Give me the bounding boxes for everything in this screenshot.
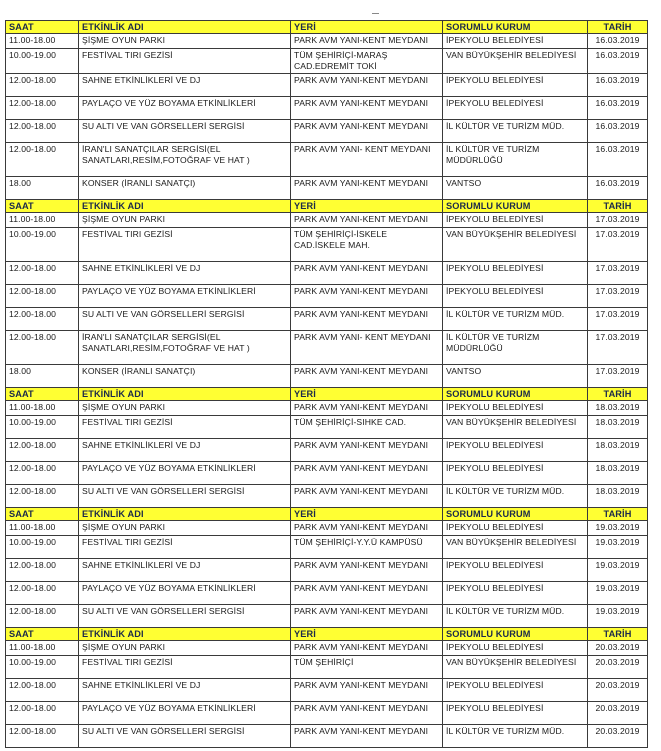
cell-yeri: PARK AVM YANI-KENT MEYDANI [291,34,443,49]
cell-yeri: PARK AVM YANI-KENT MEYDANI [291,485,443,508]
column-header-kurum: SORUMLU KURUM [443,628,588,641]
cell-saat: 10.00-19.00 [6,416,79,439]
column-header-etkinlik: ETKİNLİK ADI [79,21,291,34]
cell-kurum: VANTSO [443,177,588,200]
cell-kurum: İL KÜLTÜR VE TURİZM MÜDÜRLÜĞÜ [443,143,588,177]
cell-tarih: 20.03.2019 [588,702,648,725]
cell-kurum: İPEKYOLU BELEDİYESİ [443,285,588,308]
cell-etkinlik: PAYLAÇO VE YÜZ BOYAMA ETKİNLİKLERİ [79,285,291,308]
table-row [6,213,648,228]
cell-saat: 10.00-19.00 [6,228,79,262]
table-row [6,605,648,628]
cell-yeri: PARK AVM YANI-KENT MEYDANI [291,177,443,200]
cell-tarih: 18.03.2019 [588,401,648,416]
cell-yeri: PARK AVM YANI-KENT MEYDANI [291,559,443,582]
cell-etkinlik: FESTİVAL TIRI GEZİSİ [79,536,291,559]
cell-etkinlik: PAYLAÇO VE YÜZ BOYAMA ETKİNLİKLERİ [79,97,291,120]
cell-tarih: 20.03.2019 [588,725,648,748]
cell-yeri: PARK AVM YANI-KENT MEYDANI [291,308,443,331]
column-header-kurum: SORUMLU KURUM [443,200,588,213]
table-row [6,228,648,262]
cell-tarih: 17.03.2019 [588,308,648,331]
cell-etkinlik: İRAN'LI SANATÇILAR SERGİSİ(EL SANATLARI,RESİM,FOTOĞRAF VE HAT ) [79,143,291,177]
cell-yeri: PARK AVM YANI-KENT MEYDANI [291,605,443,628]
cell-yeri: TÜM ŞEHİRİÇİ-Y.Y.Ü KAMPÜSÜ [291,536,443,559]
column-header-saat: SAAT [6,21,79,34]
column-header-saat: SAAT [6,508,79,521]
cell-etkinlik: SAHNE ETKİNLİKLERİ VE DJ [79,74,291,97]
cell-tarih: 17.03.2019 [588,213,648,228]
cell-yeri: PARK AVM YANI-KENT MEYDANI [291,74,443,97]
cell-yeri: PARK AVM YANI-KENT MEYDANI [291,641,443,656]
cell-yeri: PARK AVM YANI-KENT MEYDANI [291,462,443,485]
cell-etkinlik: FESTİVAL TIRI GEZİSİ [79,228,291,262]
cell-tarih: 20.03.2019 [588,656,648,679]
column-header-yeri: YERİ [291,628,443,641]
table-row [6,365,648,388]
cell-kurum: İPEKYOLU BELEDİYESİ [443,582,588,605]
table-row [6,177,648,200]
cell-tarih: 16.03.2019 [588,120,648,143]
table-row [6,74,648,97]
cell-saat: 11.00-18.00 [6,34,79,49]
cell-etkinlik: FESTİVAL TIRI GEZİSİ [79,416,291,439]
cell-saat: 12.00-18.00 [6,285,79,308]
cell-etkinlik: ŞİŞME OYUN PARKI [79,521,291,536]
cell-saat: 11.00-18.00 [6,401,79,416]
table-row [6,34,648,49]
cell-etkinlik: SAHNE ETKİNLİKLERİ VE DJ [79,679,291,702]
cell-yeri: TÜM ŞEHİRİÇİ [291,656,443,679]
cell-kurum: VAN BÜYÜKŞEHİR BELEDİYESİ [443,656,588,679]
cell-tarih: 19.03.2019 [588,521,648,536]
table-row [6,462,648,485]
cell-tarih: 18.03.2019 [588,416,648,439]
cell-etkinlik: SU ALTI VE VAN GÖRSELLERİ SERGİSİ [79,605,291,628]
cell-saat: 12.00-18.00 [6,97,79,120]
column-header-tarih: TARİH [588,508,648,521]
section-header-row [6,508,648,521]
cell-saat: 12.00-18.00 [6,702,79,725]
cell-tarih: 17.03.2019 [588,262,648,285]
cell-saat: 12.00-18.00 [6,308,79,331]
column-header-etkinlik: ETKİNLİK ADI [79,200,291,213]
table-row [6,559,648,582]
cell-saat: 10.00-19.00 [6,49,79,74]
cell-saat: 12.00-18.00 [6,143,79,177]
cell-etkinlik: ŞİŞME OYUN PARKI [79,213,291,228]
cell-yeri: PARK AVM YANI-KENT MEYDANI [291,97,443,120]
cell-tarih: 17.03.2019 [588,331,648,365]
column-header-tarih: TARİH [588,200,648,213]
cell-etkinlik: İRAN'LI SANATÇILAR SERGİSİ(EL SANATLARI,RESİM,FOTOĞRAF VE HAT ) [79,331,291,365]
column-header-saat: SAAT [6,628,79,641]
cell-kurum: İPEKYOLU BELEDİYESİ [443,213,588,228]
column-header-kurum: SORUMLU KURUM [443,21,588,34]
cell-etkinlik: ŞİŞME OYUN PARKI [79,34,291,49]
cell-tarih: 16.03.2019 [588,143,648,177]
column-header-yeri: YERİ [291,200,443,213]
cell-tarih: 18.03.2019 [588,485,648,508]
cell-kurum: İPEKYOLU BELEDİYESİ [443,462,588,485]
table-row [6,285,648,308]
cell-saat: 11.00-18.00 [6,213,79,228]
column-header-etkinlik: ETKİNLİK ADI [79,508,291,521]
table-row [6,49,648,74]
cell-tarih: 17.03.2019 [588,365,648,388]
cell-etkinlik: ŞİŞME OYUN PARKI [79,641,291,656]
section-header-row [6,21,648,34]
cell-saat: 11.00-18.00 [6,521,79,536]
cell-kurum: İPEKYOLU BELEDİYESİ [443,702,588,725]
cell-etkinlik: SAHNE ETKİNLİKLERİ VE DJ [79,559,291,582]
cell-kurum: İPEKYOLU BELEDİYESİ [443,439,588,462]
cell-tarih: 16.03.2019 [588,97,648,120]
cell-yeri: PARK AVM YANI-KENT MEYDANI [291,120,443,143]
column-header-yeri: YERİ [291,21,443,34]
cell-tarih: 17.03.2019 [588,228,648,262]
column-header-etkinlik: ETKİNLİK ADI [79,628,291,641]
column-header-yeri: YERİ [291,388,443,401]
table-row [6,143,648,177]
cell-kurum: VANTSO [443,365,588,388]
cell-etkinlik: PAYLAÇO VE YÜZ BOYAMA ETKİNLİKLERİ [79,702,291,725]
cell-kurum: İPEKYOLU BELEDİYESİ [443,74,588,97]
table-row [6,702,648,725]
cell-saat: 12.00-18.00 [6,331,79,365]
table-row [6,656,648,679]
cell-etkinlik: FESTİVAL TIRI GEZİSİ [79,49,291,74]
column-header-etkinlik: ETKİNLİK ADI [79,388,291,401]
column-header-kurum: SORUMLU KURUM [443,388,588,401]
table-row [6,641,648,656]
cell-etkinlik: PAYLAÇO VE YÜZ BOYAMA ETKİNLİKLERİ [79,582,291,605]
cell-saat: 12.00-18.00 [6,559,79,582]
cell-tarih: 17.03.2019 [588,285,648,308]
cell-tarih: 18.03.2019 [588,439,648,462]
column-header-saat: SAAT [6,388,79,401]
cell-yeri: TÜM ŞEHİRİÇİ-MARAŞ CAD.EDREMİT TOKİ [291,49,443,74]
cell-kurum: İPEKYOLU BELEDİYESİ [443,641,588,656]
cell-yeri: PARK AVM YANI-KENT MEYDANI [291,521,443,536]
cell-yeri: TÜM ŞEHİRİÇİ-SIHKE CAD. [291,416,443,439]
column-header-tarih: TARİH [588,628,648,641]
cell-saat: 12.00-18.00 [6,120,79,143]
cell-tarih: 19.03.2019 [588,536,648,559]
cell-tarih: 16.03.2019 [588,177,648,200]
table-row [6,120,648,143]
table-row [6,536,648,559]
event-schedule-table [5,20,648,748]
cell-saat: 12.00-18.00 [6,605,79,628]
cell-yeri: PARK AVM YANI-KENT MEYDANI [291,725,443,748]
cell-saat: 10.00-19.00 [6,656,79,679]
table-row [6,331,648,365]
cell-saat: 12.00-18.00 [6,462,79,485]
column-header-saat: SAAT [6,200,79,213]
table-row [6,308,648,331]
cell-kurum: İL KÜLTÜR VE TURİZM MÜD. [443,605,588,628]
table-row [6,725,648,748]
column-header-tarih: TARİH [588,388,648,401]
cell-saat: 18.00 [6,365,79,388]
cell-etkinlik: KONSER (İRANLI SANATÇI) [79,365,291,388]
table-row [6,262,648,285]
cell-saat: 12.00-18.00 [6,485,79,508]
cell-kurum: İL KÜLTÜR VE TURİZM MÜD. [443,308,588,331]
cell-yeri: PARK AVM YANI-KENT MEYDANI [291,401,443,416]
cell-saat: 18.00 [6,177,79,200]
section-header-row [6,388,648,401]
cell-kurum: İPEKYOLU BELEDİYESİ [443,559,588,582]
table-row [6,521,648,536]
cell-etkinlik: FESTİVAL TIRI GEZİSİ [79,656,291,679]
table-row [6,582,648,605]
cell-yeri: PARK AVM YANI- KENT MEYDANI [291,143,443,177]
cell-kurum: İPEKYOLU BELEDİYESİ [443,679,588,702]
cell-etkinlik: SU ALTI VE VAN GÖRSELLERİ SERGİSİ [79,485,291,508]
table-row [6,97,648,120]
table-row [6,401,648,416]
cell-saat: 12.00-18.00 [6,74,79,97]
cell-etkinlik: SAHNE ETKİNLİKLERİ VE DJ [79,439,291,462]
cell-saat: 12.00-18.00 [6,582,79,605]
cell-etkinlik: SU ALTI VE VAN GÖRSELLERİ SERGİSİ [79,308,291,331]
cell-saat: 12.00-18.00 [6,725,79,748]
section-header-row [6,628,648,641]
cell-kurum: İPEKYOLU BELEDİYESİ [443,521,588,536]
cell-kurum: İL KÜLTÜR VE TURİZM MÜDÜRLÜĞÜ [443,331,588,365]
table-row [6,485,648,508]
column-header-kurum: SORUMLU KURUM [443,508,588,521]
cell-tarih: 16.03.2019 [588,74,648,97]
cell-etkinlik: ŞİŞME OYUN PARKI [79,401,291,416]
cell-tarih: 19.03.2019 [588,605,648,628]
cell-tarih: 19.03.2019 [588,559,648,582]
cell-kurum: İPEKYOLU BELEDİYESİ [443,34,588,49]
table-row [6,439,648,462]
cell-tarih: 16.03.2019 [588,34,648,49]
cell-etkinlik: KONSER (İRANLI SANATÇI) [79,177,291,200]
cell-saat: 10.00-19.00 [6,536,79,559]
scan-mark [372,13,379,14]
cell-yeri: PARK AVM YANI-KENT MEYDANI [291,365,443,388]
cell-etkinlik: SAHNE ETKİNLİKLERİ VE DJ [79,262,291,285]
cell-yeri: TÜM ŞEHİRİÇİ-İSKELE CAD.İSKELE MAH. [291,228,443,262]
cell-etkinlik: SU ALTI VE VAN GÖRSELLERİ SERGİSİ [79,725,291,748]
cell-yeri: PARK AVM YANI- KENT MEYDANI [291,331,443,365]
cell-etkinlik: PAYLAÇO VE YÜZ BOYAMA ETKİNLİKLERİ [79,462,291,485]
cell-yeri: PARK AVM YANI-KENT MEYDANI [291,285,443,308]
cell-yeri: PARK AVM YANI-KENT MEYDANI [291,439,443,462]
schedule-body [6,21,648,748]
column-header-tarih: TARİH [588,21,648,34]
cell-kurum: İL KÜLTÜR VE TURİZM MÜD. [443,485,588,508]
cell-yeri: PARK AVM YANI-KENT MEYDANI [291,262,443,285]
cell-kurum: İL KÜLTÜR VE TURİZM MÜD. [443,725,588,748]
cell-kurum: İPEKYOLU BELEDİYESİ [443,97,588,120]
cell-kurum: VAN BÜYÜKŞEHİR BELEDİYESİ [443,416,588,439]
cell-tarih: 20.03.2019 [588,679,648,702]
cell-kurum: İPEKYOLU BELEDİYESİ [443,401,588,416]
cell-saat: 12.00-18.00 [6,262,79,285]
cell-tarih: 18.03.2019 [588,462,648,485]
cell-saat: 12.00-18.00 [6,679,79,702]
cell-tarih: 16.03.2019 [588,49,648,74]
table-row [6,416,648,439]
cell-yeri: PARK AVM YANI-KENT MEYDANI [291,702,443,725]
table-row [6,679,648,702]
cell-etkinlik: SU ALTI VE VAN GÖRSELLERİ SERGİSİ [79,120,291,143]
cell-yeri: PARK AVM YANI-KENT MEYDANI [291,213,443,228]
cell-tarih: 20.03.2019 [588,641,648,656]
event-schedule-document [5,20,647,748]
cell-kurum: VAN BÜYÜKŞEHİR BELEDİYESİ [443,49,588,74]
cell-saat: 11.00-18.00 [6,641,79,656]
column-header-yeri: YERİ [291,508,443,521]
cell-saat: 12.00-18.00 [6,439,79,462]
cell-kurum: VAN BÜYÜKŞEHİR BELEDİYESİ [443,536,588,559]
cell-yeri: PARK AVM YANI-KENT MEYDANI [291,582,443,605]
section-header-row [6,200,648,213]
cell-kurum: İPEKYOLU BELEDİYESİ [443,262,588,285]
cell-tarih: 19.03.2019 [588,582,648,605]
cell-kurum: VAN BÜYÜKŞEHİR BELEDİYESİ [443,228,588,262]
cell-yeri: PARK AVM YANI-KENT MEYDANI [291,679,443,702]
cell-kurum: İL KÜLTÜR VE TURİZM MÜD. [443,120,588,143]
